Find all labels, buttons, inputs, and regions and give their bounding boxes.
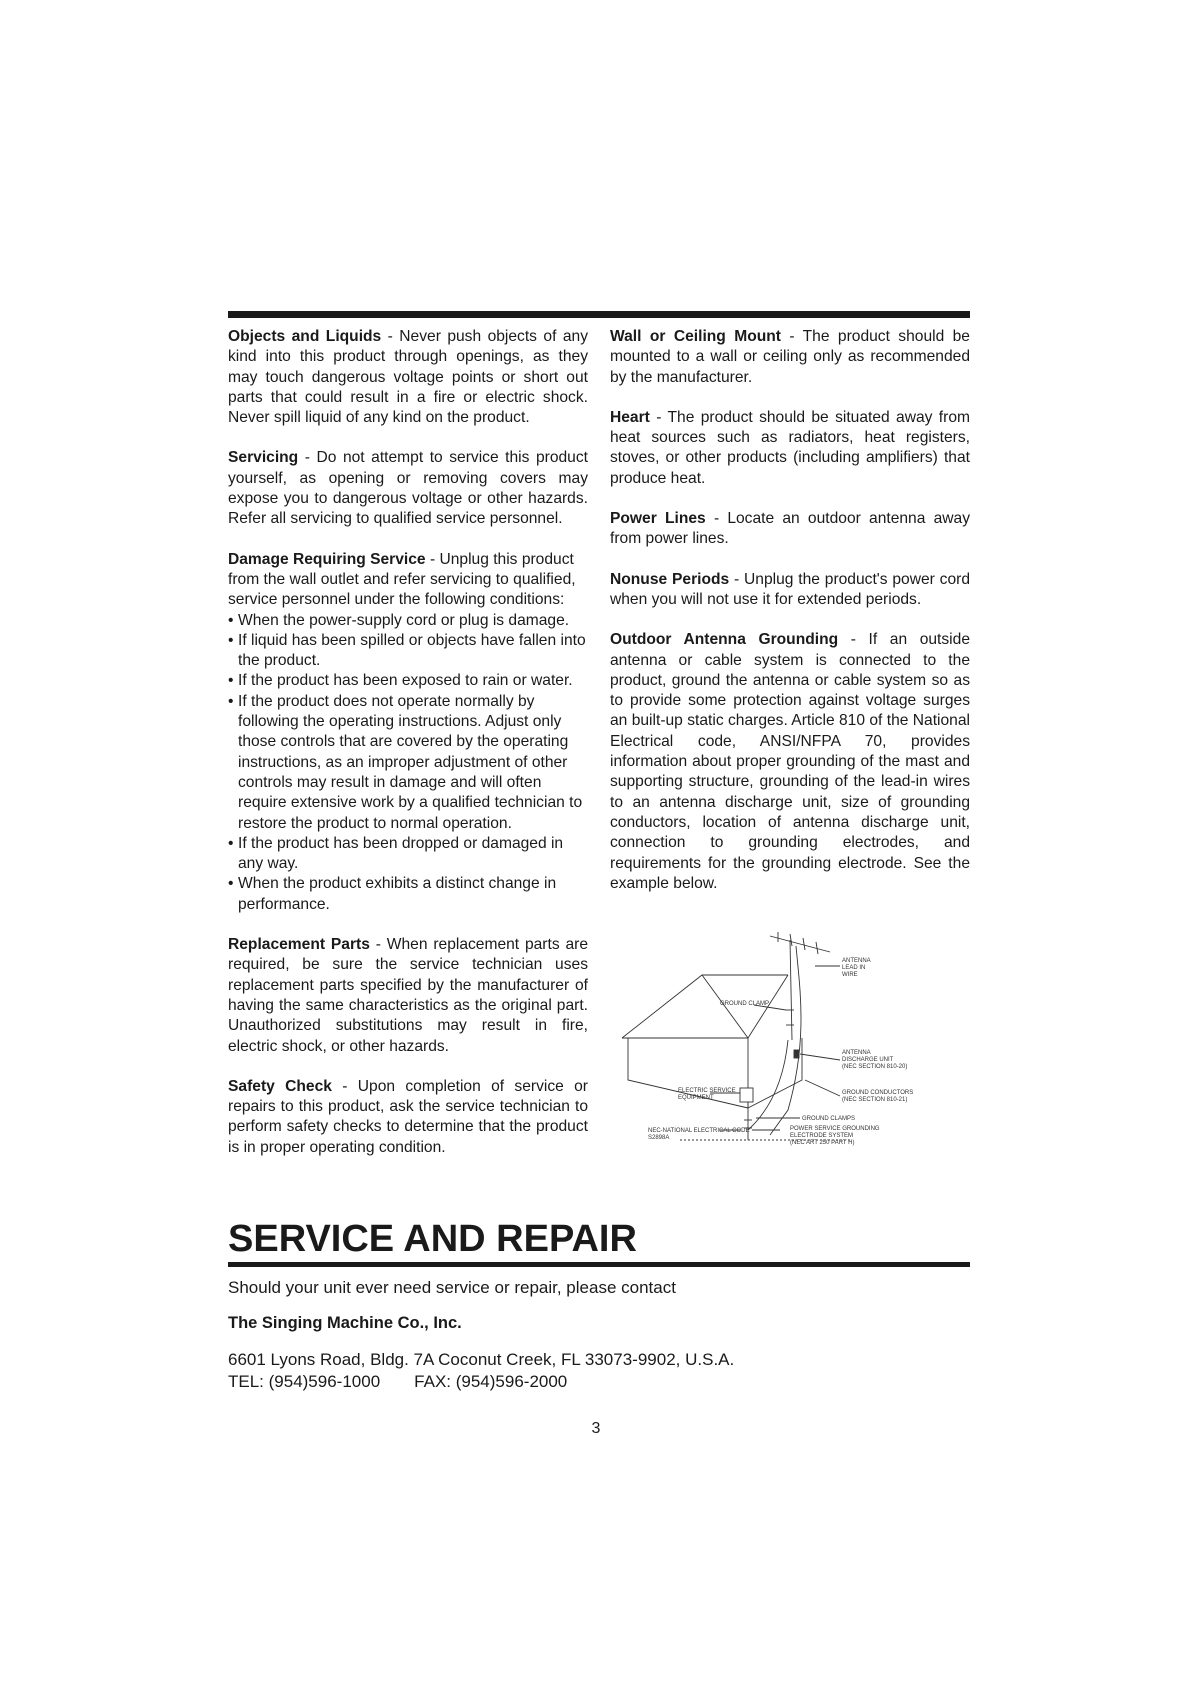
damage-condition: • When the product exhibits a distinct change in performance. xyxy=(228,874,588,915)
objects-liquids-heading: Objects and Liquids xyxy=(228,328,382,345)
wall-mount-heading: Wall or Ceiling Mount xyxy=(610,328,781,345)
objects-liquids-body: - Never push objects of any kind into this product through openings, as they may touch dangerous voltage points or short out parts that could result in a fire or electric shock. Never spill liquid of any kind on the product. xyxy=(228,328,588,427)
antenna-grounding-diagram xyxy=(620,930,970,1160)
damage-heading: Damage Requiring Service xyxy=(228,550,426,568)
page-number: 3 xyxy=(591,1420,601,1437)
nec-code-label: NEC-NATIONAL ELECTRICAL CODE S2898A xyxy=(648,1128,750,1141)
ground-clamps-label: GROUND CLAMPS xyxy=(802,1116,856,1122)
wall-mount-body: - The product should be mounted to a wall or ceiling only as recommended by the manufacturer. xyxy=(610,328,970,386)
damage-condition: • When the power-supply cord or plug is damage. xyxy=(228,611,588,631)
servicing-section xyxy=(228,448,588,529)
safety-check-body: - Upon completion of service or repairs to this product, ask the service technician to perform safety checks to determine that the product is in proper operating condition. xyxy=(228,1077,588,1156)
left-column xyxy=(228,327,588,1178)
heart-heading: Heart xyxy=(610,408,650,426)
outdoor-antenna-section xyxy=(610,630,970,894)
heart-body: - The product should be situated away from heat sources such as radiators, heat registers, stoves, or other products (including amplifiers) that produce heat. xyxy=(610,408,970,487)
discharge-unit-label: ANTENNA DISCHARGE UNIT (NEC SECTION 810-20) xyxy=(842,1050,908,1070)
fax-number: FAX: (954)596-2000 xyxy=(414,1372,568,1391)
damage-body: - Unplug this product from the wall outlet and refer servicing to qualified, service personnel under the following conditions: xyxy=(228,550,576,609)
right-column xyxy=(610,327,970,914)
antenna-lead-label: ANTENNA LEAD IN WIRE xyxy=(842,958,871,978)
replacement-parts-section xyxy=(228,935,588,1057)
damage-section xyxy=(228,550,588,915)
servicing-body: - Do not attempt to service this product yourself, as opening or removing covers may expose you to dangerous voltage or other hazards. Refer all servicing to qualified service personnel. xyxy=(228,449,588,528)
damage-condition: • If the product does not operate normally by following the operating instructions. Adjust only those controls that are covered by the operating instructions, as an improper adjustment of other controls may result in damage and will often require extensive work by a qualified technician to restore the product to normal operation. xyxy=(228,692,588,834)
top-divider xyxy=(228,311,970,318)
nonuse-body: - Unplug the product's power cord when you will not use it for extended periods. xyxy=(610,570,970,608)
power-lines-section xyxy=(610,509,970,550)
safety-check-heading: Safety Check xyxy=(228,1077,332,1095)
company-address: 6601 Lyons Road, Bldg. 7A Coconut Creek, FL 33073-9902, U.S.A. xyxy=(228,1350,735,1369)
power-lines-heading: Power Lines xyxy=(610,510,706,528)
damage-condition: • If the product has been dropped or damaged in any way. xyxy=(228,834,588,875)
servicing-heading: Servicing xyxy=(228,449,299,467)
telephone-number: TEL: (954)596-1000 xyxy=(228,1372,381,1391)
electric-service-label: ELECTRIC SERVICE EQUIPMENT xyxy=(678,1088,736,1101)
wall-mount-section xyxy=(610,327,970,388)
heart-section xyxy=(610,408,970,489)
outdoor-antenna-body: - If an outside antenna or cable system is connected to the product, ground the antenna or cable system so as to provide some protection against voltage surges an built-up static charges. Article 810 of the National Electrical code, ANSI/NFPA 70, provides information about proper grounding of the mast and supporting structure, grounding of the lead-in wires to an antenna discharge unit, size of grounding conductors, location of antenna discharge unit, connection to grounding electrodes, and requirements for the grounding electrode. See the example below. xyxy=(610,631,970,892)
service-intro: Should your unit ever need service or repair, please contact xyxy=(228,1278,676,1297)
ground-clamp-label: GROUND CLAMP xyxy=(720,1001,770,1007)
service-title-rule xyxy=(228,1262,970,1267)
nonuse-heading: Nonuse Periods xyxy=(610,570,730,588)
nonuse-section xyxy=(610,570,970,611)
damage-conditions-list xyxy=(228,611,588,915)
damage-condition: • If liquid has been spilled or objects have fallen into the product. xyxy=(228,631,588,672)
company-name: The Singing Machine Co., Inc. xyxy=(228,1314,462,1332)
service-repair-title: SERVICE AND REPAIR xyxy=(228,1218,637,1260)
damage-condition: • If the product has been exposed to rain or water. xyxy=(228,671,588,691)
replacement-parts-heading: Replacement Parts xyxy=(228,936,370,954)
power-service-label: POWER SERVICE GROUNDING ELECTRODE SYSTEM (NEC ART 250 PART H) xyxy=(790,1126,880,1146)
objects-liquids-section xyxy=(228,327,588,428)
company-phones xyxy=(228,1371,567,1392)
outdoor-antenna-heading: Outdoor Antenna Grounding xyxy=(610,631,839,649)
replacement-parts-body: - When replacement parts are required, be sure the service technician uses replacement parts specified by the manufacturer of having the same characteristics as the original part. Unauthorized substitutions may result in fire, electric shock, or other hazards. xyxy=(228,936,589,1055)
safety-check-section xyxy=(228,1077,588,1158)
ground-conductors-label: GROUND CONDUCTORS (NEC SECTION 810-21) xyxy=(842,1090,914,1103)
power-lines-body: - Locate an outdoor antenna away from power lines. xyxy=(610,510,970,548)
